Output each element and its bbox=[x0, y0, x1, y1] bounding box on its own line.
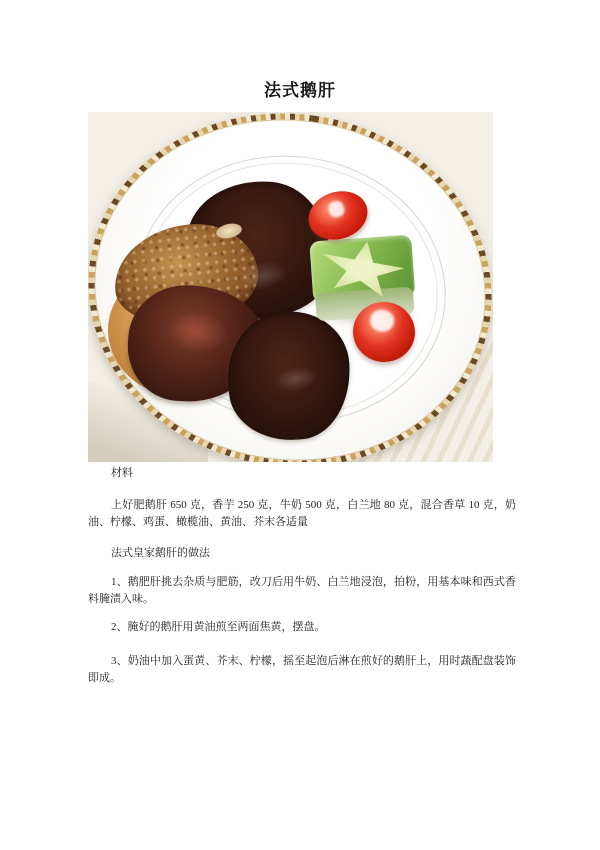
step-2-text: 2、腌好的鹅肝用黄油煎至两面焦黄，摆盘。 bbox=[111, 621, 326, 633]
step-1-text: 1、鹅肥肝挑去杂质与肥筋，改刀后用牛奶、白兰地浸泡，拍粉，用基本味和西式香料腌渍入味。 bbox=[88, 576, 516, 605]
page-title: 法式鹅肝 bbox=[264, 81, 336, 100]
step-3-text: 3、奶油中加入蛋黄、芥末、柠檬，摇至起泡后淋在煎好的鹅肝上，用时蔬配盘装饰即成。 bbox=[88, 655, 516, 684]
method-label: 法式皇家鹅肝的做法 bbox=[111, 547, 210, 559]
ingredients-text: 上好肥鹅肝 650 克，香芋 250 克，牛奶 500 克，白兰地 80 克，混合香草 10 克，奶油、柠檬、鸡蛋、橄榄油、黄油、芥末各适量 bbox=[88, 499, 516, 528]
materials-label: 材料 bbox=[111, 467, 133, 479]
dish-photo bbox=[88, 112, 493, 462]
